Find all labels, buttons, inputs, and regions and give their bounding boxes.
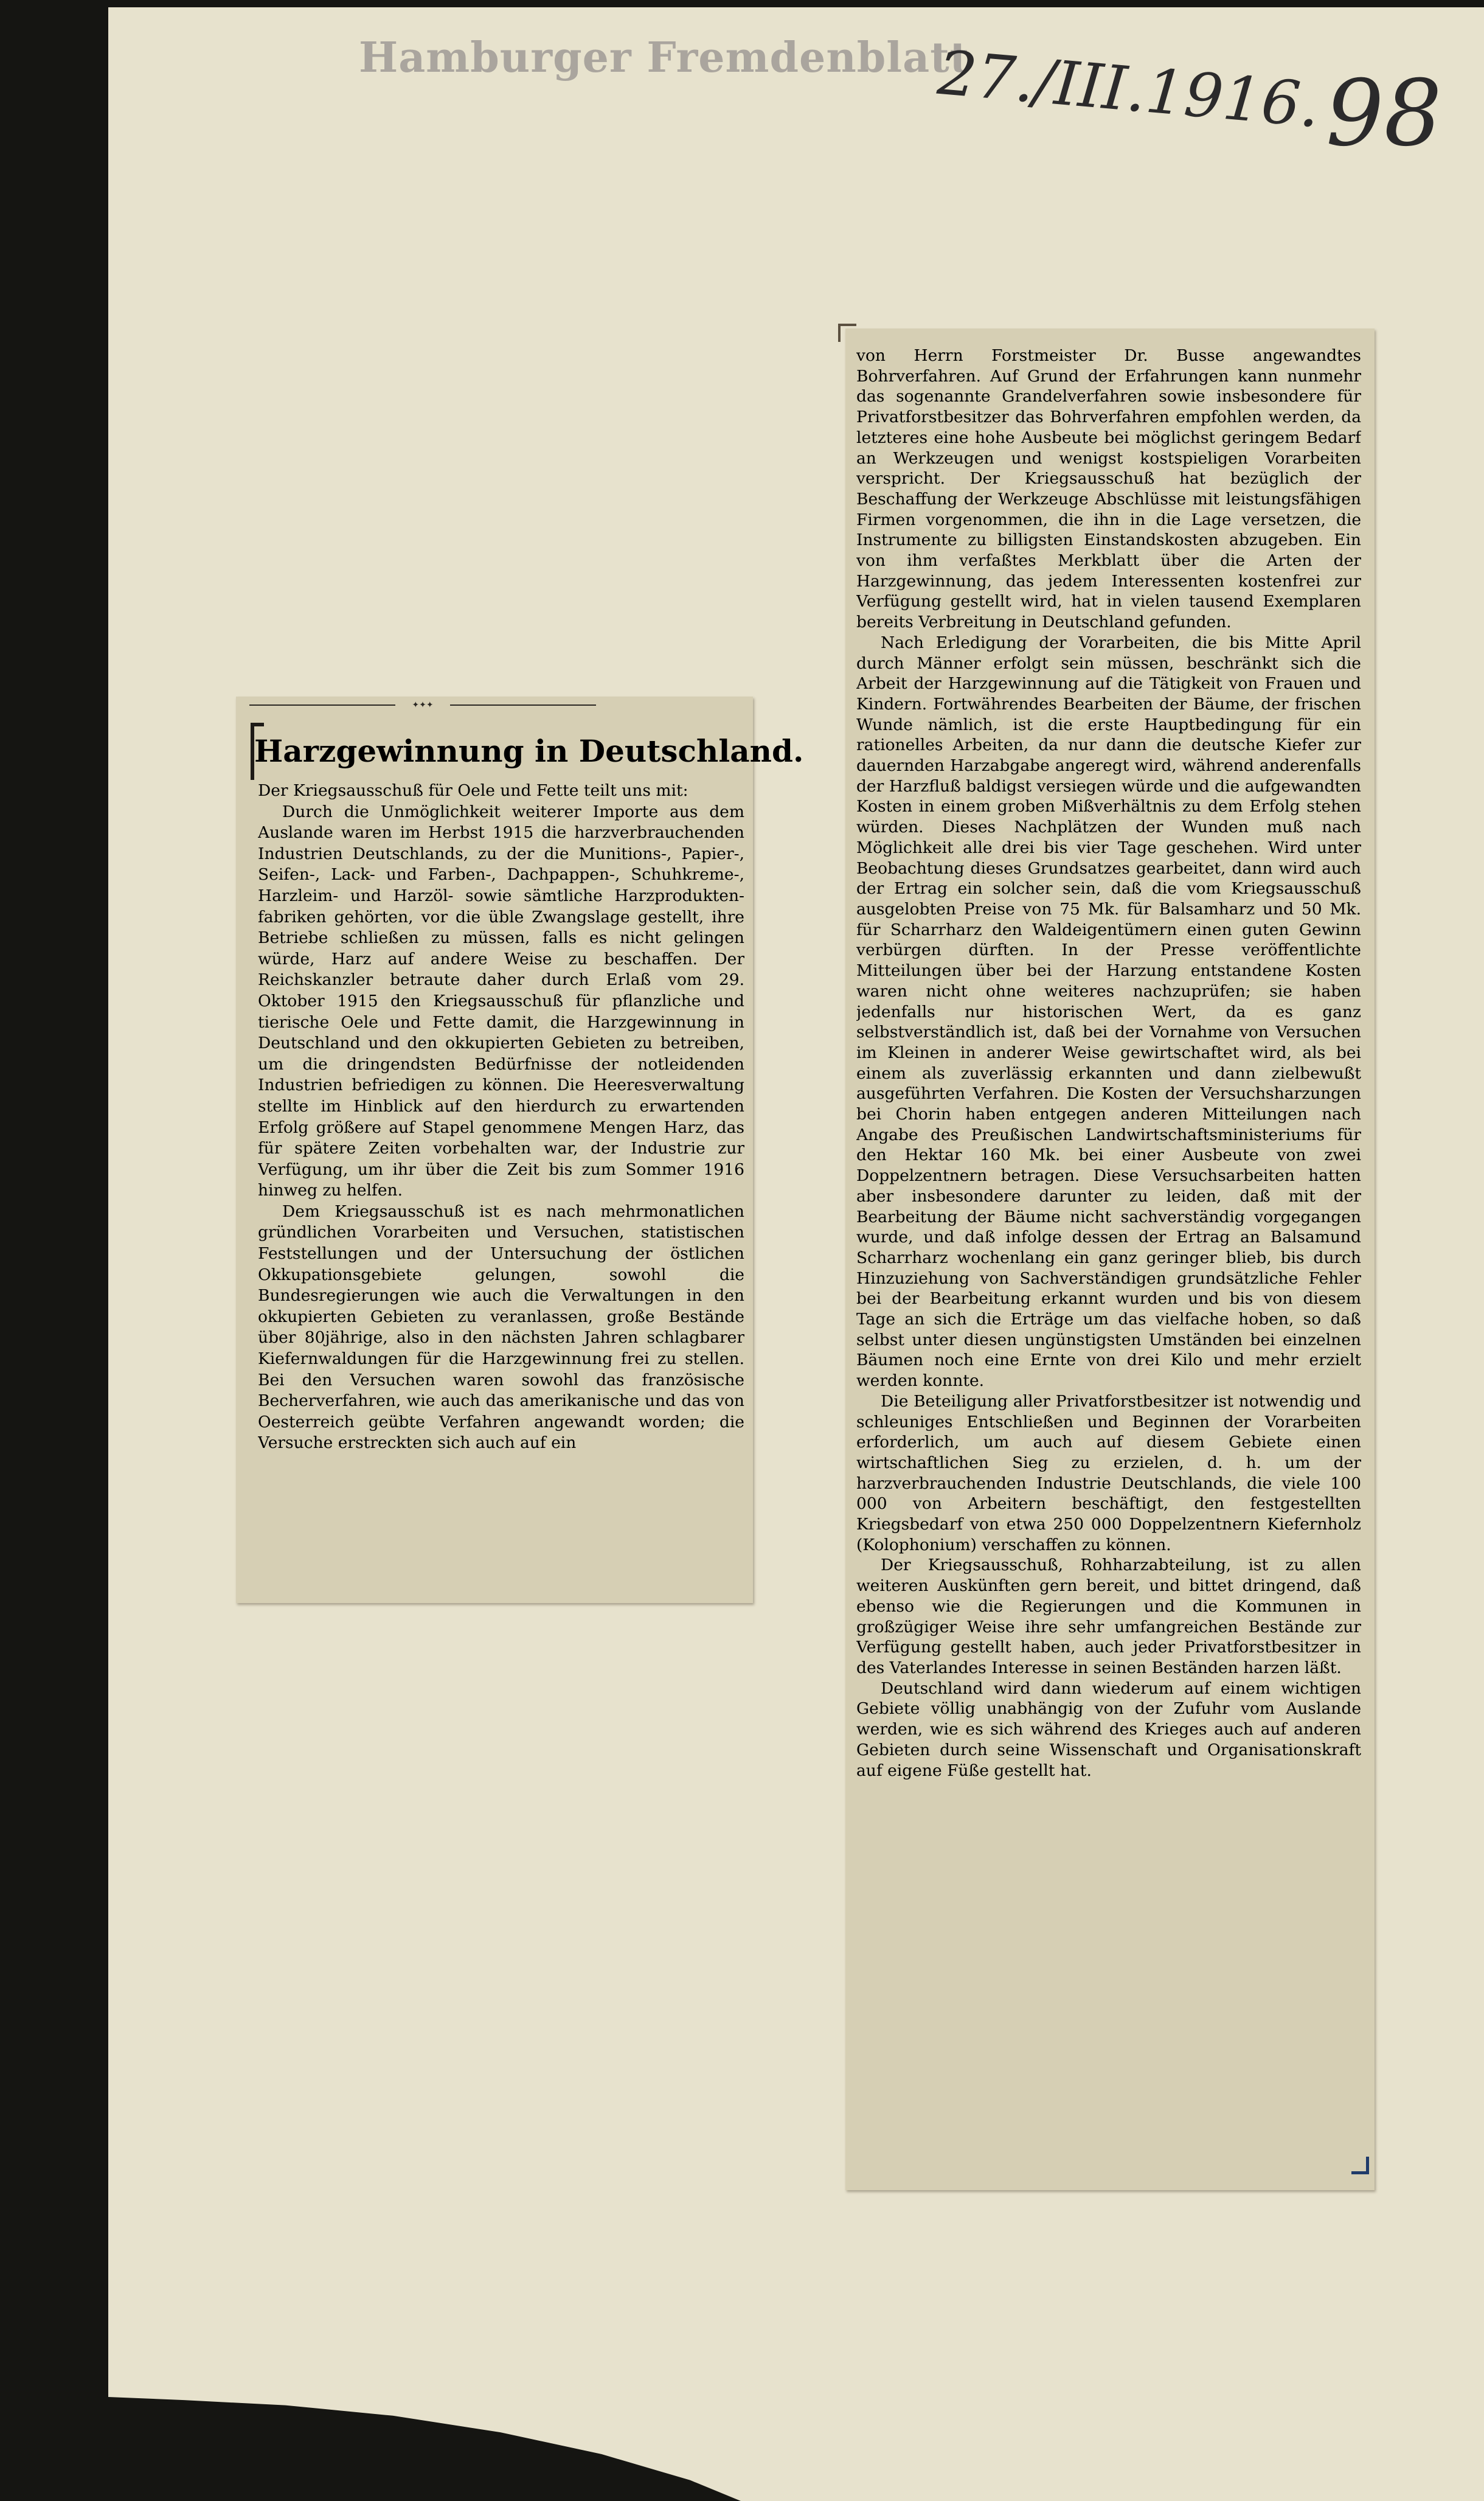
article-paragraph: Dem Kriegsausschuß ist es nach mehrmonatlichen gründlichen Vorarbeiten und Versuchen, statistischen Feststellungen und der Untersuchung der östlichen Okkupationsgebiete gelungen, sowohl die Bundesregierungen wie auch die Verwaltungen in den okkupierten Gebieten zu veranlassen, große Bestände über 80jährige, also in den nächsten Jahren schlagbarer Kiefernwaldungen für die Harzgewinnung frei zu stellen. Bei den Versuchen waren sowohl das französische Becherverfahren, wie auch das amerikanische und das von Oesterreich geübte Verfahren angewandt worden; die Versuche erstreckten sich auch auf ein (258, 1202, 744, 1453)
article-paragraph: Der Kriegsausschuß für Oele und Fette teilt uns mit: (258, 781, 688, 800)
ornament-rule: ✦✦✦ (249, 701, 596, 709)
article-paragraph: Deutschland wird dann wiederum auf einem wichtigen Gebiete völlig unabhängig von der Zufuhr vom Auslande werden, wie es sich während des Krieges auch auf anderen Gebieten durch seine Wissenschaft und Organisationskraft auf eigene Füße gestellt hat. (856, 1678, 1361, 1780)
newspaper-stamp: Hamburger Fremdenblatt (359, 33, 970, 82)
article-headline: Harzgewinnung in Deutschland. (254, 733, 804, 769)
handwritten-number: 98 (1326, 61, 1442, 167)
article-body-left (258, 781, 744, 1599)
article-paragraph: Nach Erledigung der Vorarbeiten, die bis Mitte April durch Männer erfolgt sein müssen, beschränkt sich die Arbeit der Harzgewinnung auf die Tätigkeit von Frauen und Kindern. Fortwährendes Bearbeiten der Bäume, der frischen Wunde nämlich, ist die erste Hauptbedingung für ein rationelles Arbeiten, da nur dann die deutsche Kiefer zur dauernden Harzabgabe angeregt wird, während anderenfalls der Harzfluß baldigst versiegen würde und die aufgewandten Kosten in einem groben Mißverhältnis zu dem Erfolg stehen würden. Dieses Nachplätzen der Wunden muß nach Möglichkeit alle drei bis vier Tage geschehen. Wird unter Beobachtung dieses Grundsatzes gearbeitet, dann wird auch der Ertrag ein solcher sein, daß die vom Kriegsausschuß ausgelobten Preise von 75 Mk. für Balsamharz und 50 Mk. für Scharrharz den Waldeigentümern einen guten Gewinn verbürgen dürften. In der Presse veröffentlichte Mitteilungen über bei der Harzung entstandene Kosten waren nicht ohne weiteres nachzuprüfen; sie haben jedenfalls nur historischen Wert, da es ganz selbstverständlich ist, daß bei der Vornahme von Versuchen im Kleinen in anderer Weise gewirtschaftet wird, als bei einem als zuverlässig erkannten und dann zielbewußt ausgeführten Verfahren. Die Kosten der Versuchsharzungen bei Chorin haben entgegen anderen Mitteilungen nach Angabe des Preußischen Landwirtschaftsministeriums für den Hektar 160 Mk. bei einer Ausbeute von zwei Doppelzentnern betragen. Diese Versuchsarbeiten hatten aber insbesondere darunter zu leiden, daß mit der Bearbeitung der Bäume nicht sachverständig vorgegangen wurde, und daß infolge dessen der Ertrag an Balsamund Scharrharz wochenlang ein ganz geringer blieb, bis durch Hinzuziehung von Sachverständigen grundsätzliche Fehler bei der Bearbeitung erkannt wurden und bis von diesem Tage an sich die Erträge um das vielfache hoben, so daß selbst unter diesen ungünstigsten Umständen bei einzelnen Bäumen noch eine Ernte von drei Kilo und mehr erzielt werden konnte. (856, 633, 1361, 1391)
article-paragraph: Durch die Unmöglichkeit weiterer Importe aus dem Auslande waren im Herbst 1915 die harzverbrauchenden Industrien Deutschlands, zu der die Munitions-, Papier-, Seifen-, Lack- und Farben-, Dachpappen-, Schuhkreme-, Harzleim- und Harzöl- sowie sämtliche Harzprodukten-fabriken gehörten, vor die üble Zwangslage gestellt, ihre Betriebe schließen zu müssen, falls es nicht gelingen würde, Harz auf andere Weise zu beschaffen. Der Reichskanzler betraute daher durch Erlaß vom 29. Oktober 1915 den Kriegsausschuß für pflanzliche und tierische Oele und Fette damit, die Harzgewinnung in Deutschland und den okkupierten Gebieten zu betreiben, um die dringendsten Bedürfnisse der notleidenden Industrien befriedigen zu können. Die Heeresverwaltung stellte im Hinblick auf den hierdurch zu erwartenden Erfolg größere auf Stapel genommene Mengen Harz, das für spätere Zeiten vorbehalten war, der Industrie zur Verfügung, um ihr über die Zeit bis zum Sommer 1916 hinweg zu helfen. (258, 802, 744, 1200)
article-paragraph: von Herrn Forstmeister Dr. Busse angewandtes Bohrverfahren. Auf Grund der Erfahrungen kann nunmehr das sogenannte Grandelverfahren sowie insbesondere für Privatforstbesitzer das Bohrverfahren empfohlen werden, da letzteres eine hohe Ausbeute bei möglichst geringem Bedarf an Werkzeugen und wenigst kostspieligen Vorarbeiten verspricht. Der Kriegsausschuß hat bezüglich der Beschaffung der Werkzeuge Abschlüsse mit leistungsfähigen Firmen vorgenommen, die ihn in die Lage versetzen, die Instrumente zu billigsten Einstandskosten abzugeben. Ein von ihm verfaßtes Merkblatt über die Arten der Harzgewinnung, das jedem Interessenten kostenfrei zur Verfügung gestellt wird, hat in vielen tausend Exemplaren bereits Verbreitung in Deutschland gefunden. (856, 346, 1361, 632)
article-paragraph: Die Beteiligung aller Privatforstbesitzer ist notwendig und schleuniges Entschließen und Beginnen der Vorarbeiten erforderlich, um auch auf diesem Gebiete einen wirtschaftlichen Sieg zu erzielen, d. h. um der harzverbrauchenden Industrie Deutschlands, die viele 100 000 von Arbeitern beschäftigt, den festgestellten Kriegsbedarf von etwa 250 000 Doppelzentnern Kiefernholz (Kolophonium) verschaffen zu können. (856, 1391, 1361, 1554)
blue-pencil-mark (1351, 2157, 1369, 2174)
handwritten-date: 27./III.1916. (935, 37, 1323, 142)
article-body-right (856, 346, 1361, 2183)
article-paragraph: Der Kriegsausschuß, Rohharzabteilung, ist zu allen weiteren Auskünften gern bereit, und bittet dringend, daß ebenso wie die Regierungen und die Kommunen in großzügiger Weise ihre sehr umfangreichen Bestände zur Verfügung gestellt haben, auch jeder Privatforstbesitzer in des Vaterlandes Interesse in seinen Beständen harzen läßt. (856, 1556, 1361, 1677)
clip-corner-mark (838, 324, 856, 342)
